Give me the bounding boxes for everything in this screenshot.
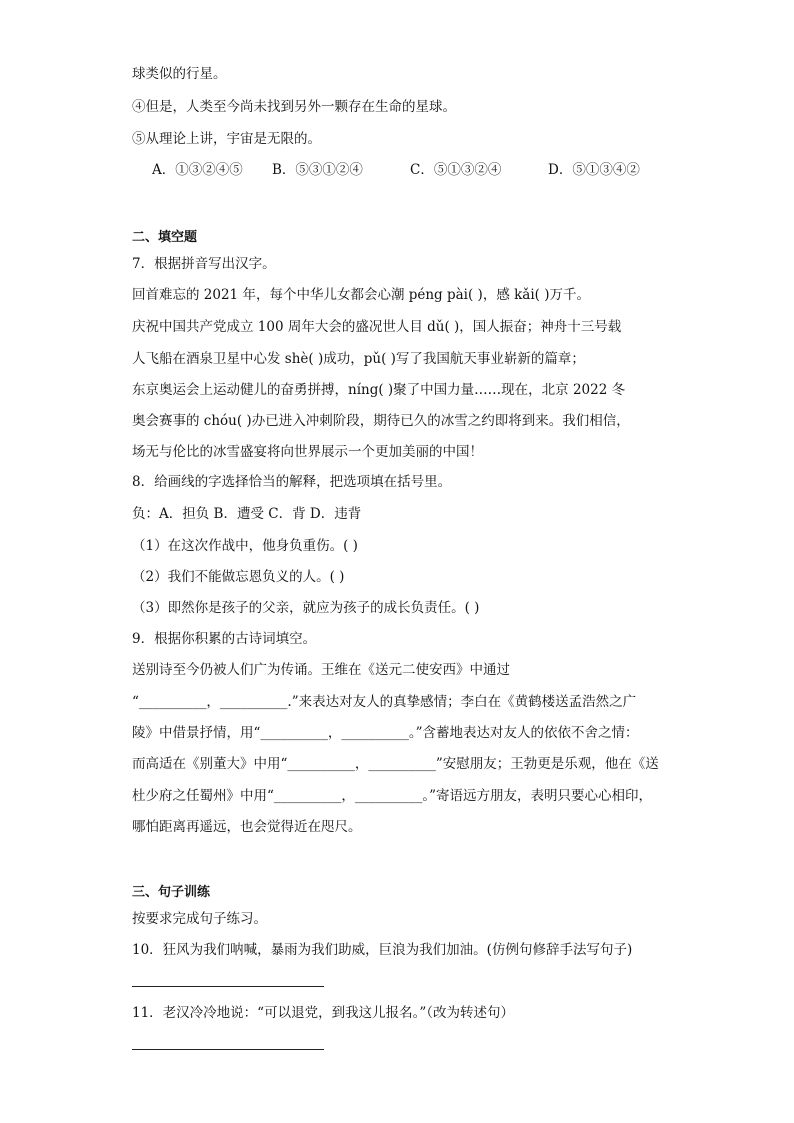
q6-line-b: ④但是，人类至今尚未找到另外一颗存在生命的星球。 — [132, 99, 456, 115]
section-2-heading: 二、填空题 — [132, 230, 198, 245]
q7-line-3: 人飞船在酒泉卫星中心发 shè( )成功，pǔ( )写了我国航天事业崭新的篇章； — [132, 351, 585, 367]
q8-item-3: （3）即然你是孩子的父亲，就应为孩子的成长负责任。( ) — [132, 600, 480, 616]
q10-answer-line[interactable] — [132, 986, 324, 987]
q6-option-d: D．⑤①③④② — [548, 162, 640, 178]
q6-option-c: C．⑤①③②④ — [410, 162, 502, 178]
q6-option-b: B．⑤③①②④ — [272, 162, 363, 178]
q9-line-4: 而高适在《别董大》中用“__________，__________”安慰朋友；王勃更是乐观，他在《送 — [132, 756, 659, 772]
q9-line-3: 陵》中借景抒情，用“__________，__________。”含蓄地表达对友人的依依不舍之情： — [132, 725, 639, 741]
q8-options: 负：A．担负 B．遭受 C．背 D．违背 — [132, 506, 362, 522]
q7-line-6: 场无与伦比的冰雪盛宴将向世界展示一个更加美丽的中国！ — [132, 444, 483, 460]
q9-line-6: 哪怕距离再遥远，也会觉得近在咫尺。 — [132, 819, 362, 835]
section-3-intro: 按要求完成句子练习。 — [132, 911, 267, 927]
q7-line-4: 东京奥运会上运动健儿的奋勇拼搏，níng( )聚了中国力量……现在，北京 2022 冬 — [132, 382, 626, 398]
q9-line-5: 杜少府之任蜀州》中用“__________，__________。”寄语远方朋友，表明只要心心相印， — [132, 788, 653, 804]
q9-line-1: 送别诗至今仍被人们广为传诵。王维在《送元二使安西》中通过 — [132, 662, 510, 678]
q6-option-a: A．①③②④⑤ — [152, 162, 243, 178]
q8-title: 8．给画线的字选择恰当的解释，把选项填在括号里。 — [132, 474, 452, 490]
q6-line-a: 球类似的行星。 — [132, 66, 227, 82]
q9-title: 9．根据你积累的古诗词填空。 — [132, 631, 317, 647]
q7-line-1: 回首难忘的 2021 年，每个中华儿女都会心潮 péng pài( )，感 kǎi( )万千。 — [132, 287, 590, 303]
q8-item-2: （2）我们不能做忘恩负义的人。( ) — [132, 569, 345, 585]
q7-line-2: 庆祝中国共产党成立 100 周年大会的盛况世人目 dǔ( )，国人振奋；神舟十三号载 — [132, 319, 622, 335]
q11-answer-line[interactable] — [132, 1049, 324, 1050]
q6-line-c: ⑤从理论上讲，宇宙是无限的。 — [132, 131, 321, 147]
q8-item-1: （1）在这次作战中，他身负重伤。( ) — [132, 538, 358, 554]
q10-prompt: 10．狂风为我们呐喊，暴雨为我们助威，巨浪为我们加油。(仿例句修辞手法写句子) — [132, 942, 633, 958]
q7-line-5: 奥会赛事的 chóu( )办已进入冲刺阶段，期待已久的冰雪之约即将到来。我们相信， — [132, 413, 630, 429]
section-3-heading: 三、句子训练 — [132, 885, 211, 900]
q7-title: 7．根据拼音写出汉字。 — [132, 256, 276, 272]
q11-prompt: 11．老汉冷冷地说：“可以退党，到我这儿报名。”（改为转述句） — [132, 1005, 514, 1021]
q9-line-2: “__________，__________.”来表达对友人的真挚感情；李白在《黄鹤楼送孟浩然之广 — [132, 694, 637, 710]
